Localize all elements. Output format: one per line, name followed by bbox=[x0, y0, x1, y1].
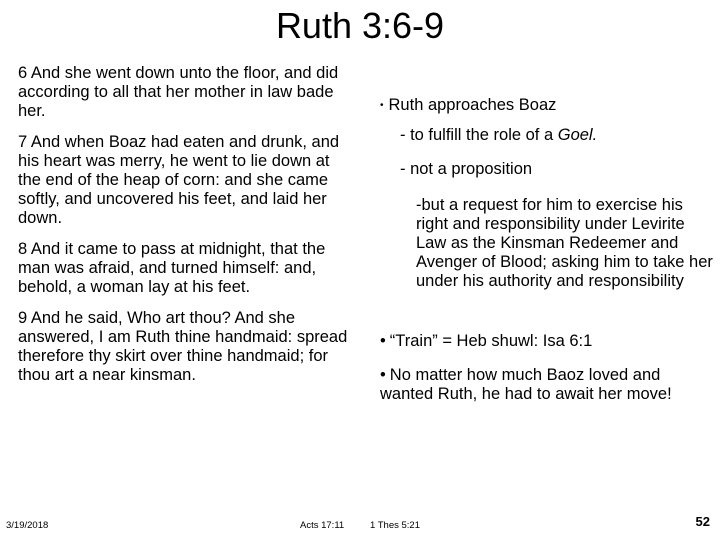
verse-6: 6 And she went down unto the floor, and did according to all that her mother in law bade her. bbox=[18, 64, 339, 120]
scripture-text bbox=[18, 64, 353, 397]
note-main-point: • Ruth approaches Boaz bbox=[380, 96, 557, 114]
footer-ref-acts: Acts 17:11 bbox=[300, 520, 345, 531]
footer-date: 3/19/2018 bbox=[6, 520, 49, 531]
note-goel: - to fulfill the role of a Goel. bbox=[400, 126, 598, 144]
note-not-proposition: - not a proposition bbox=[400, 160, 533, 178]
verse-8: 8 And it came to pass at midnight, that the man was afraid, and turned himself: and, behold, a woman lay at his feet. bbox=[18, 240, 326, 296]
slide-title: Ruth 3:6-9 bbox=[275, 5, 445, 46]
footer-ref-thes: 1 Thes 5:21 bbox=[370, 520, 421, 531]
bullet-icon: • bbox=[380, 100, 384, 111]
bullet-icon: • bbox=[380, 332, 386, 350]
note-train: • “Train” = Heb shuwl: Isa 6:1 bbox=[380, 332, 593, 350]
bullet-icon: • bbox=[380, 366, 386, 384]
page-number: 52 bbox=[695, 514, 710, 529]
goel-term: Goel. bbox=[557, 126, 598, 144]
verse-7: 7 And when Boaz had eaten and drunk, and his heart was merry, he went to lie down at the end of the heap of corn: and she came softly, and uncovered his feet, and laid her down. bbox=[18, 133, 340, 227]
verse-9: 9 And he said, Who art thou? And she answered, I am Ruth thine handmaid: spread therefore thy skirt over thine handmaid; for thou art a near kinsman. bbox=[18, 309, 348, 384]
note-no-matter: • No matter how much Baoz loved and wanted Ruth, he had to await her move! bbox=[380, 366, 672, 403]
note-request: -but a request for him to exercise his right and responsibility under Levirite Law as the Kinsman Redeemer and Avenger of Blood; asking him to take her under his authority and responsibility bbox=[416, 196, 713, 290]
